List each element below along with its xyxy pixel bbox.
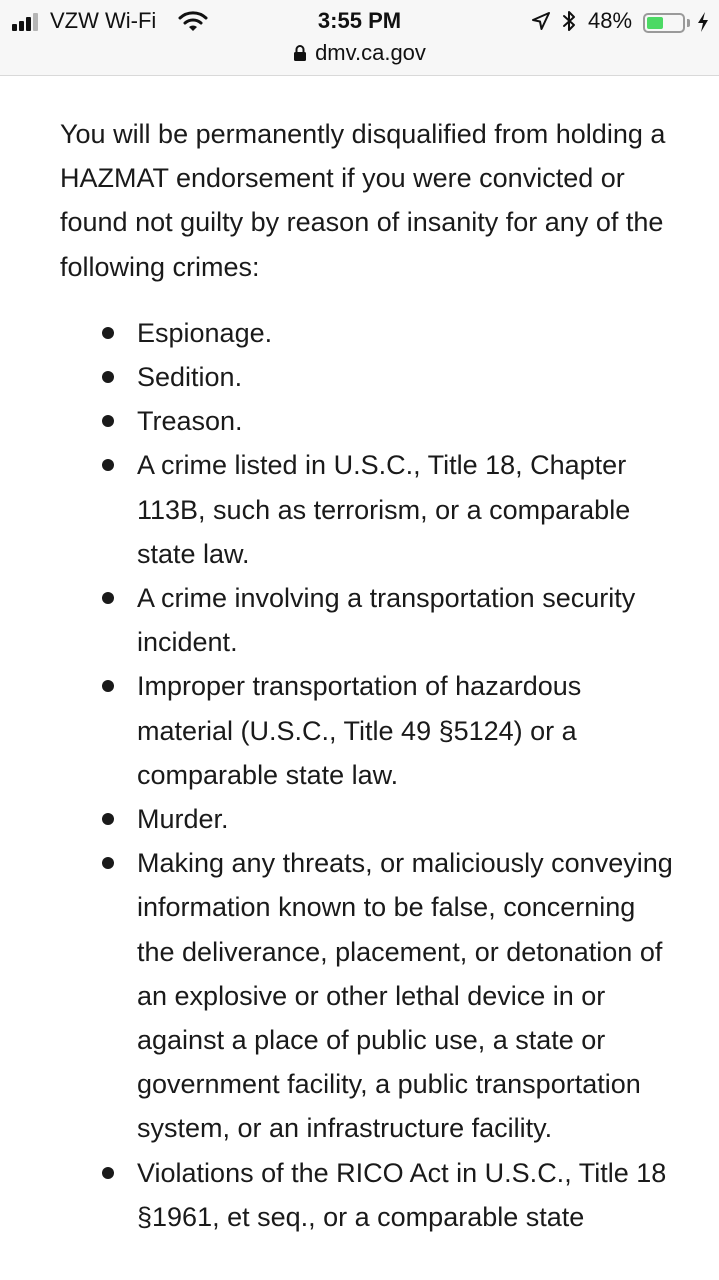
lock-icon	[293, 44, 307, 62]
list-item	[137, 355, 680, 399]
clock: 3:55 PM	[317, 8, 402, 33]
list-item	[137, 311, 680, 355]
list-item	[137, 664, 680, 797]
list-item-text: Making any threats, or maliciously conveying information known to be false, concerning the deliverance, placement, or detonation of an explosive or other lethal device in or against a place of public use, a state or government facility, a public transportation system, or an infrastructure facility.	[137, 848, 673, 1144]
list-item	[137, 576, 680, 664]
list-item	[137, 399, 680, 443]
bullet-icon	[102, 680, 114, 692]
list-item	[137, 841, 680, 1150]
bullet-icon	[102, 1167, 114, 1179]
list-item-text: Sedition.	[137, 362, 243, 393]
list-item	[137, 443, 680, 576]
address-bar[interactable]	[0, 40, 719, 66]
bluetooth-icon	[562, 9, 576, 33]
list-item-text: Murder.	[137, 804, 229, 835]
battery-icon	[643, 13, 685, 33]
intro-paragraph: You will be permanently disqualified from holding a HAZMAT endorsement if you were convicted or found not guilty by reason of insanity for any of the following crimes:	[60, 119, 666, 282]
status-bar	[0, 0, 719, 76]
bullet-icon	[102, 592, 114, 604]
bullet-icon	[102, 813, 114, 825]
carrier-label: VZW Wi-Fi	[50, 8, 157, 33]
list-item-text: Violations of the RICO Act in U.S.C., Title 18 §1961, et seq., or a comparable state	[137, 1157, 667, 1232]
bullet-icon	[102, 857, 114, 869]
status-row	[0, 6, 719, 36]
battery-percent: 48%	[588, 8, 633, 33]
list-item-text: Improper transportation of hazardous material (U.S.C., Title 49 §5124) or a comparable state law.	[137, 671, 582, 790]
bullet-icon	[102, 327, 114, 339]
battery-level-fill	[647, 17, 663, 29]
list-item	[137, 797, 680, 841]
list-item-text: A crime listed in U.S.C., Title 18, Chapter 113B, such as terrorism, or a comparable state law.	[137, 450, 631, 569]
url-text: dmv.ca.gov	[315, 40, 426, 65]
list-item-text: Espionage.	[137, 317, 273, 348]
list-item	[137, 1151, 680, 1239]
charging-bolt-icon	[696, 12, 710, 32]
bullet-icon	[102, 415, 114, 427]
bullet-icon	[102, 371, 114, 383]
crime-list	[60, 311, 680, 1239]
bullet-icon	[102, 459, 114, 471]
list-item-text: A crime involving a transportation security incident.	[137, 583, 636, 658]
list-item-text: Treason.	[137, 406, 243, 437]
location-arrow-icon	[532, 12, 550, 30]
article-body	[60, 112, 680, 1239]
battery-nub	[687, 19, 690, 27]
